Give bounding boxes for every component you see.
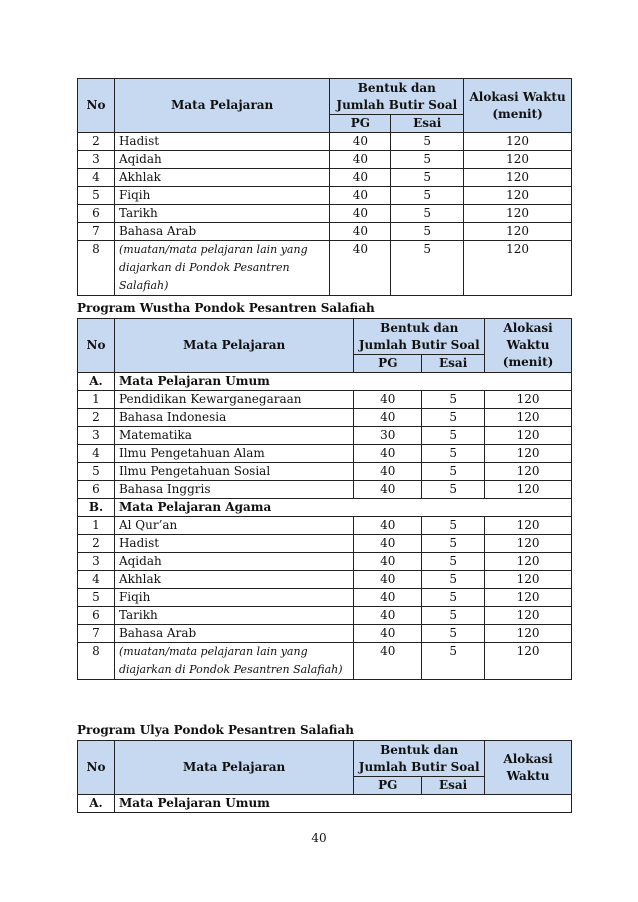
row-esai: 5	[391, 223, 464, 241]
table-row	[78, 625, 572, 643]
row-no: 2	[78, 133, 115, 151]
row-esai: 5	[391, 205, 464, 223]
table-row	[78, 607, 572, 625]
section-row	[78, 373, 572, 391]
header-time: Alokasi Waktu (menit)	[464, 79, 572, 133]
header-subject: Mata Pelajaran	[114, 319, 353, 373]
row-pg: 40	[330, 187, 391, 205]
row-esai: 5	[422, 409, 485, 427]
row-subject: Hadist	[114, 535, 353, 553]
section-row	[78, 499, 572, 517]
row-time: 120	[464, 133, 572, 151]
row-no: 6	[78, 607, 115, 625]
row-esai: 5	[422, 463, 485, 481]
row-no: 3	[78, 553, 115, 571]
table-row	[78, 463, 572, 481]
row-no: 7	[78, 625, 115, 643]
row-no: 3	[78, 151, 115, 169]
table-1	[77, 78, 572, 296]
row-time: 120	[485, 571, 572, 589]
row-esai: 5	[422, 607, 485, 625]
row-esai: 5	[422, 535, 485, 553]
row-time: 120	[464, 169, 572, 187]
row-no: B.	[78, 499, 115, 517]
row-pg: 40	[354, 535, 422, 553]
row-pg: 40	[354, 607, 422, 625]
row-esai: 5	[422, 625, 485, 643]
row-time: 120	[464, 241, 572, 296]
table-row	[78, 481, 572, 499]
row-time: 120	[485, 643, 572, 680]
table-row	[78, 409, 572, 427]
row-no: 6	[78, 205, 115, 223]
header-no: No	[78, 741, 115, 795]
row-no: 4	[78, 445, 115, 463]
row-time: 120	[464, 187, 572, 205]
row-no: 5	[78, 589, 115, 607]
row-subject: Hadist	[114, 133, 329, 151]
row-esai: 5	[422, 589, 485, 607]
header-time: Alokasi Waktu	[485, 741, 572, 795]
row-time: 120	[485, 409, 572, 427]
row-pg: 40	[330, 133, 391, 151]
row-no: 8	[78, 643, 115, 680]
section-title-ulya: Program Ulya Pondok Pesantren Salafiah	[77, 723, 354, 737]
row-no: 7	[78, 223, 115, 241]
row-esai: 5	[391, 169, 464, 187]
row-pg: 40	[354, 643, 422, 680]
row-no: 8	[78, 241, 115, 296]
table-row	[78, 187, 572, 205]
header-subject: Mata Pelajaran	[114, 741, 353, 795]
section-row	[78, 795, 572, 813]
row-time: 120	[485, 625, 572, 643]
header-esai: Esai	[391, 115, 464, 133]
row-time: 120	[485, 427, 572, 445]
row-esai: 5	[422, 517, 485, 535]
row-subject: Akhlak	[114, 571, 353, 589]
row-esai: 5	[391, 133, 464, 151]
row-esai: 5	[422, 427, 485, 445]
row-subject: Fiqih	[114, 589, 353, 607]
row-no: 3	[78, 427, 115, 445]
row-subject: (muatan/mata pelajaran lain yang diajarkan di Pondok Pesantren Salafiah)	[114, 643, 353, 680]
row-time: 120	[485, 535, 572, 553]
row-esai: 5	[422, 481, 485, 499]
row-pg: 40	[354, 517, 422, 535]
table-3	[77, 740, 572, 813]
row-time: 120	[464, 151, 572, 169]
row-no: A.	[78, 373, 115, 391]
row-esai: 5	[422, 445, 485, 463]
header-no: No	[78, 79, 115, 133]
row-time: 120	[464, 205, 572, 223]
row-pg: 40	[354, 571, 422, 589]
row-pg: 40	[354, 409, 422, 427]
row-time: 120	[485, 481, 572, 499]
row-time: 120	[464, 223, 572, 241]
row-no: 6	[78, 481, 115, 499]
row-esai: 5	[422, 571, 485, 589]
row-subject: Tarikh	[114, 607, 353, 625]
row-no: 4	[78, 571, 115, 589]
table-row	[78, 391, 572, 409]
row-pg: 40	[330, 223, 391, 241]
table-3-body	[78, 795, 572, 813]
row-pg: 40	[354, 481, 422, 499]
row-subject: Matematika	[114, 427, 353, 445]
row-esai: 5	[391, 241, 464, 296]
row-subject: Ilmu Pengetahuan Alam	[114, 445, 353, 463]
row-time: 120	[485, 553, 572, 571]
row-subject: Al Qur’an	[114, 517, 353, 535]
row-pg: 30	[354, 427, 422, 445]
row-pg: 40	[354, 445, 422, 463]
row-esai: 5	[391, 151, 464, 169]
table-1-body	[78, 133, 572, 296]
row-subject: (muatan/mata pelajaran lain yang diajarkan di Pondok Pesantren Salafiah)	[114, 241, 329, 296]
row-esai: 5	[422, 553, 485, 571]
table-row	[78, 205, 572, 223]
header-form: Bentuk dan Jumlah Butir Soal	[330, 79, 464, 115]
table-row	[78, 169, 572, 187]
section-label: Mata Pelajaran Umum	[114, 795, 571, 813]
row-time: 120	[485, 391, 572, 409]
header-time: Alokasi Waktu (menit)	[485, 319, 572, 373]
table-row	[78, 553, 572, 571]
row-subject: Tarikh	[114, 205, 329, 223]
header-form: Bentuk dan Jumlah Butir Soal	[354, 741, 485, 777]
row-pg: 40	[330, 205, 391, 223]
header-pg: PG	[354, 355, 422, 373]
table-row	[78, 151, 572, 169]
row-subject: Bahasa Arab	[114, 223, 329, 241]
row-no: 1	[78, 391, 115, 409]
table-row	[78, 517, 572, 535]
row-no: 4	[78, 169, 115, 187]
row-time: 120	[485, 607, 572, 625]
row-subject: Pendidikan Kewarganegaraan	[114, 391, 353, 409]
table-row	[78, 223, 572, 241]
table-row	[78, 535, 572, 553]
row-no: A.	[78, 795, 115, 813]
row-subject: Ilmu Pengetahuan Sosial	[114, 463, 353, 481]
table-2-body	[78, 373, 572, 680]
row-subject: Akhlak	[114, 169, 329, 187]
row-subject: Aqidah	[114, 553, 353, 571]
header-pg: PG	[354, 777, 422, 795]
row-pg: 40	[354, 391, 422, 409]
row-subject: Aqidah	[114, 151, 329, 169]
row-time: 120	[485, 445, 572, 463]
header-form: Bentuk dan Jumlah Butir Soal	[354, 319, 485, 355]
row-pg: 40	[354, 553, 422, 571]
table-2	[77, 318, 572, 680]
row-subject: Bahasa Indonesia	[114, 409, 353, 427]
row-pg: 40	[354, 589, 422, 607]
row-no: 5	[78, 187, 115, 205]
row-pg: 40	[330, 241, 391, 296]
table-row	[78, 241, 572, 296]
row-subject: Fiqih	[114, 187, 329, 205]
header-pg: PG	[330, 115, 391, 133]
page-number: 40	[311, 831, 327, 845]
row-pg: 40	[354, 463, 422, 481]
row-no: 5	[78, 463, 115, 481]
row-subject: Bahasa Inggris	[114, 481, 353, 499]
row-pg: 40	[354, 625, 422, 643]
row-esai: 5	[422, 643, 485, 680]
row-time: 120	[485, 517, 572, 535]
row-esai: 5	[422, 391, 485, 409]
row-time: 120	[485, 589, 572, 607]
table-row	[78, 571, 572, 589]
row-esai: 5	[391, 187, 464, 205]
row-no: 2	[78, 409, 115, 427]
table-row	[78, 643, 572, 680]
row-no: 1	[78, 517, 115, 535]
header-esai: Esai	[422, 355, 485, 373]
row-subject: Bahasa Arab	[114, 625, 353, 643]
row-pg: 40	[330, 169, 391, 187]
row-time: 120	[485, 463, 572, 481]
table-row	[78, 445, 572, 463]
row-no: 2	[78, 535, 115, 553]
table-row	[78, 427, 572, 445]
header-esai: Esai	[422, 777, 485, 795]
header-subject: Mata Pelajaran	[114, 79, 329, 133]
table-row	[78, 133, 572, 151]
table-row	[78, 589, 572, 607]
header-no: No	[78, 319, 115, 373]
section-title-wustha: Program Wustha Pondok Pesantren Salafiah	[77, 301, 375, 315]
section-label: Mata Pelajaran Agama	[114, 499, 571, 517]
section-label: Mata Pelajaran Umum	[114, 373, 571, 391]
row-pg: 40	[330, 151, 391, 169]
